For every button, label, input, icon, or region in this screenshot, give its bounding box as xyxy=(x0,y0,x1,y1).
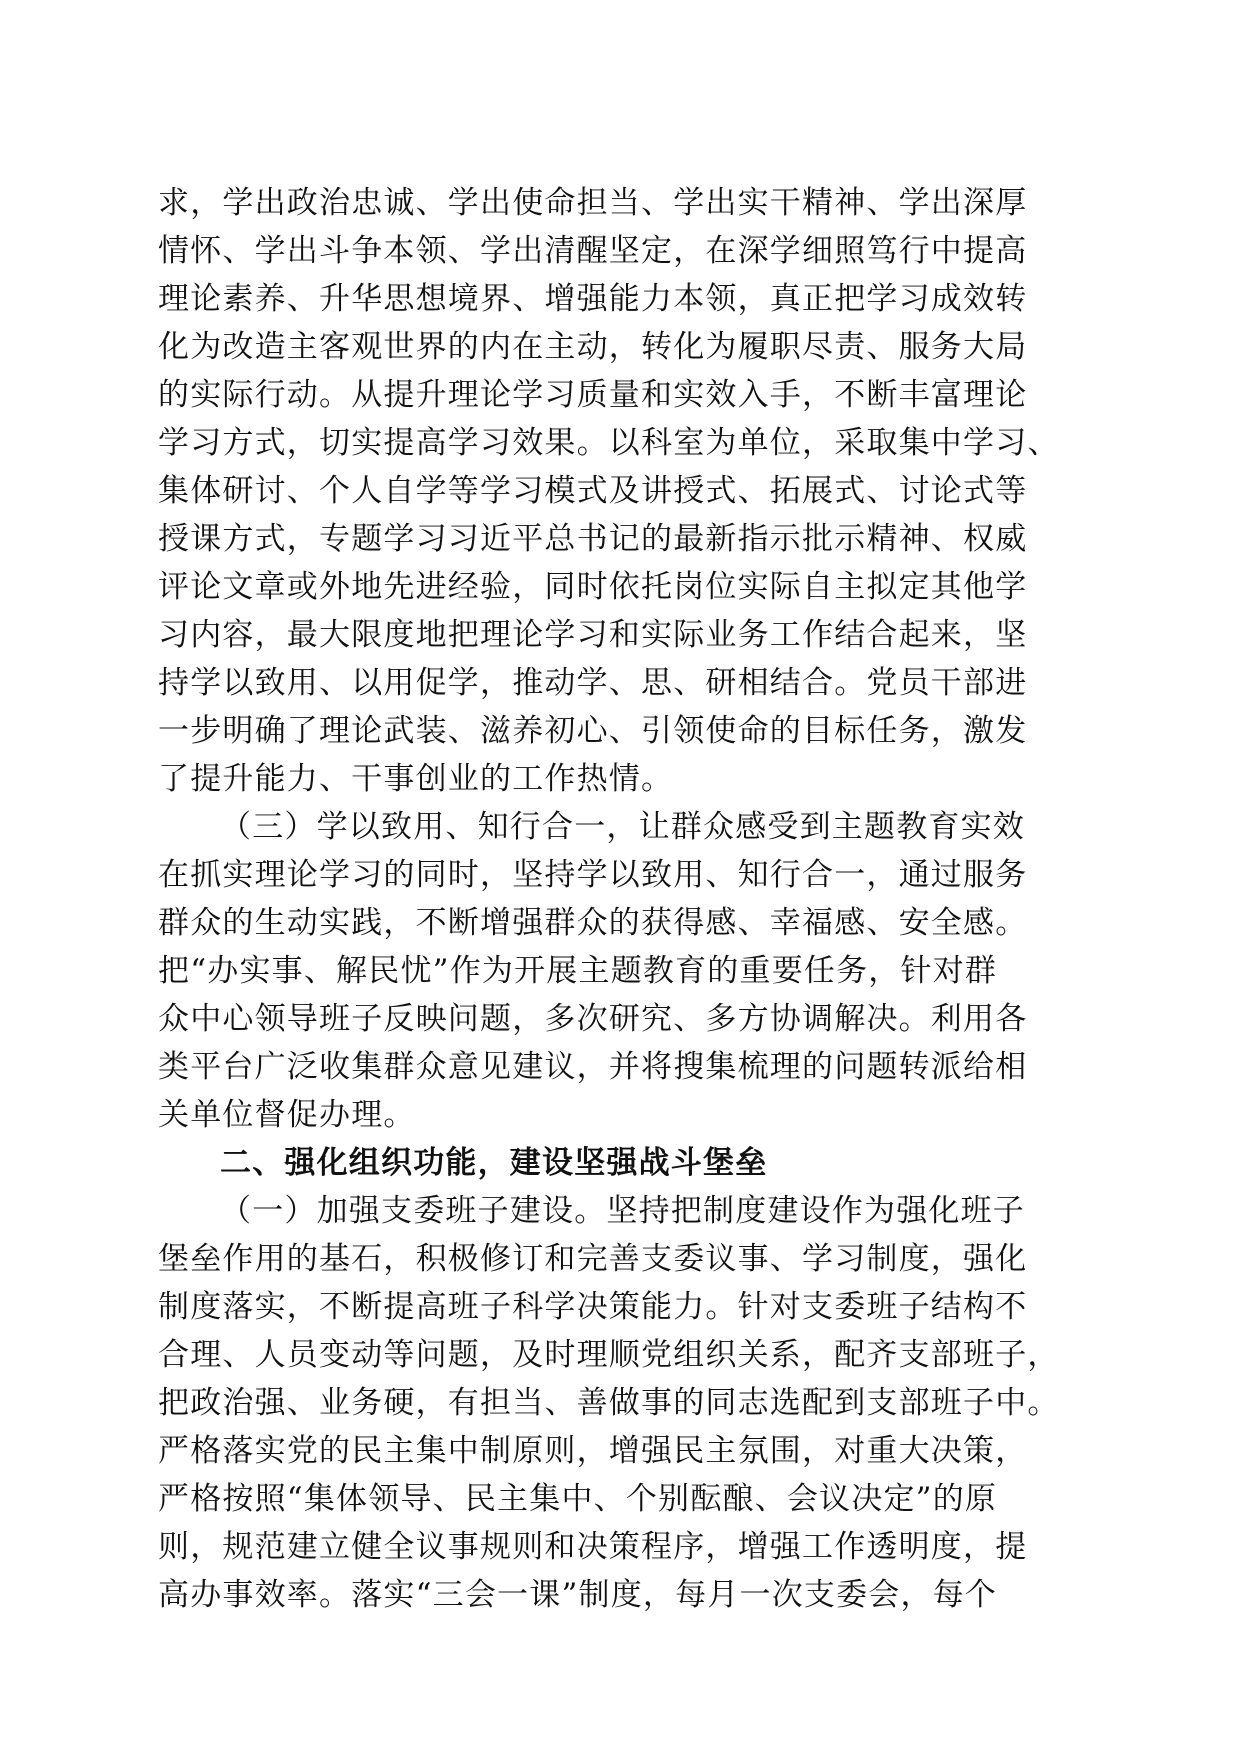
text-line: 把政治强、业务硬，有担当、善做事的同志选配到支部班子中。 xyxy=(158,1385,1060,1421)
text-line: 一步明确了理论武装、滋养初心、引领使命的目标任务，激发 xyxy=(158,713,1028,749)
text-line: 了提升能力、干事创业的工作热情。 xyxy=(158,761,674,797)
text-line: 情怀、学出斗争本领、学出清醒坚定，在深学细照笃行中提高 xyxy=(158,233,1028,269)
section-heading: 二、强化组织功能，建设坚强战斗堡垒 xyxy=(220,1145,768,1181)
text-line: 则，规范建立健全议事规则和决策程序，增强工作透明度，提 xyxy=(158,1529,1028,1565)
section-subheading: （三）学以致用、知行合一，让群众感受到主题教育实效 xyxy=(220,809,1025,845)
text-line: 持学以致用、以用促学，推动学、思、研相结合。党员干部进 xyxy=(158,665,1028,701)
text-line: 求，学出政治忠诚、学出使命担当、学出实干精神、学出深厚 xyxy=(158,185,1028,221)
text-line: 在抓实理论学习的同时，坚持学以致用、知行合一，通过服务 xyxy=(158,857,1028,893)
text-line: 严格落实党的民主集中制原则，增强民主氛围，对重大决策， xyxy=(158,1433,1028,1469)
text-line: 制度落实，不断提高班子科学决策能力。针对支委班子结构不 xyxy=(158,1289,1028,1325)
text-line: 堡垒作用的基石，积极修订和完善支委议事、学习制度，强化 xyxy=(158,1241,1028,1277)
text-line: 评论文章或外地先进经验，同时依托岗位实际自主拟定其他学 xyxy=(158,569,1028,605)
text-line: 把“办实事、解民忧”作为开展主题教育的重要任务，针对群 xyxy=(158,953,998,989)
text-line: 化为改造主客观世界的内在主动，转化为履职尽责、服务大局 xyxy=(158,329,1028,365)
text-line: 学习方式，切实提高学习效果。以科室为单位，采取集中学习、 xyxy=(158,425,1060,461)
text-line: 关单位督促办理。 xyxy=(158,1097,416,1133)
text-line: 高办事效率。落实“三会一课”制度，每月一次支委会，每个 xyxy=(158,1577,998,1613)
text-line: 理论素养、升华思想境界、增强能力本领，真正把学习成效转 xyxy=(158,281,1028,317)
text-line: 严格按照“集体领导、民主集中、个别酝酿、会议决定”的原 xyxy=(158,1481,998,1517)
text-line: 众中心领导班子反映问题，多次研究、多方协调解决。利用各 xyxy=(158,1001,1028,1037)
text-line: 群众的生动实践，不断增强群众的获得感、幸福感、安全感。 xyxy=(158,905,1028,941)
paragraph-start: （一）加强支委班子建设。坚持把制度建设作为强化班子 xyxy=(220,1193,1025,1229)
text-line: 的实际行动。从提升理论学习质量和实效入手，不断丰富理论 xyxy=(158,377,1028,413)
text-line: 习内容，最大限度地把理论学习和实际业务工作结合起来，坚 xyxy=(158,617,1028,653)
text-line: 授课方式，专题学习习近平总书记的最新指示批示精神、权威 xyxy=(158,521,1028,557)
text-line: 合理、人员变动等问题，及时理顺党组织关系，配齐支部班子， xyxy=(158,1337,1060,1373)
text-line: 集体研讨、个人自学等学习模式及讲授式、拓展式、讨论式等 xyxy=(158,473,1028,509)
text-line: 类平台广泛收集群众意见建议，并将搜集梳理的问题转派给相 xyxy=(158,1049,1028,1085)
